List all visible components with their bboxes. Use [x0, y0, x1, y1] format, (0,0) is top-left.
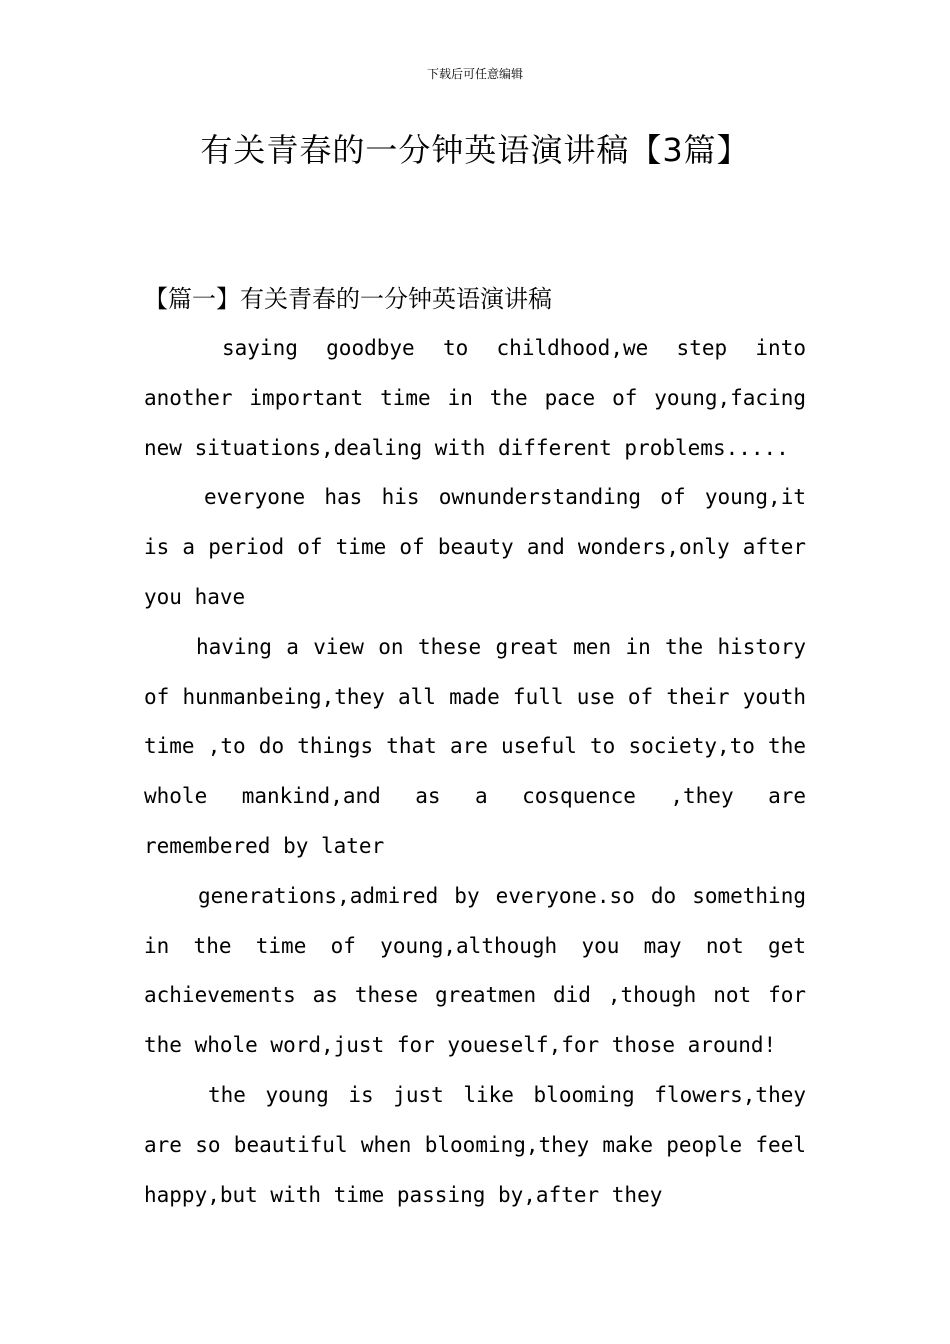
paragraph: saying goodbye to childhood,we step into another important time in the pace of young,facing new situations,dealing with different problems..... — [144, 336, 806, 460]
section-title: 【篇一】有关青春的一分钟英语演讲稿 — [144, 285, 552, 313]
paragraph: generations,admired by everyone.so do something in the time of young,although you may not get achievements as these greatmen did ,though not for the whole word,just for youeself,for those around! — [144, 883, 806, 1058]
page-header-note: 下载后可任意编辑 — [426, 67, 523, 81]
document-title: 有关青春的一分钟英语演讲稿【3篇】 — [200, 131, 750, 169]
document-body — [144, 274, 806, 1220]
paragraph: having a view on these great men in the history of hunmanbeing,they all made full use of their youth time ,to do things that are useful to society,to the whole mankind,and as a cosquence ,they are remembered by later — [144, 634, 806, 858]
paragraph: everyone has his ownunderstanding of young,it is a period of time of beauty and wonders,only after you have — [144, 485, 806, 609]
paragraph: the young is just like blooming flowers,they are so beautiful when blooming,they make people feel happy,but with time passing by,after they — [144, 1082, 806, 1207]
